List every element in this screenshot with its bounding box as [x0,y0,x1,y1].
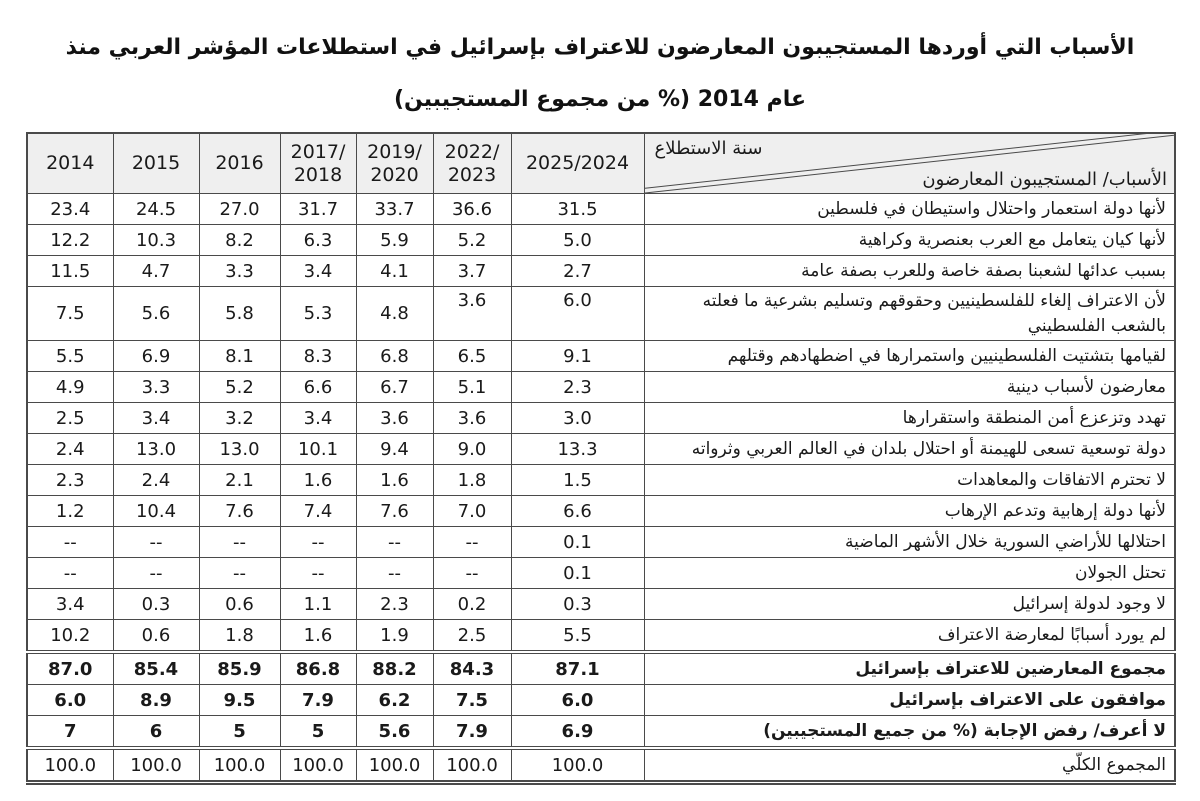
value-cell: 6.7 [356,372,433,403]
value-cell: 5.9 [356,225,433,256]
value-cell: 3.6 [356,403,433,434]
reason-cell: تهدد وتزعزع أمن المنطقة واستقرارها [644,403,1175,434]
value-cell: 2.1 [199,465,280,496]
value-cell: 4.9 [27,372,113,403]
value-cell: 36.6 [433,194,511,225]
value-cell: 5.1 [433,372,511,403]
table-row [27,465,1175,496]
value-cell: 7.5 [27,287,113,341]
page-title [0,0,1200,118]
reason-cell: المجموع الكلّي [644,748,1175,783]
reason-cell: مجموع المعارضين للاعتراف بإسرائيل [644,652,1175,685]
value-cell: 11.5 [27,256,113,287]
table-row [27,685,1175,716]
value-cell: 0.6 [113,620,199,653]
year-header [356,133,433,194]
value-cell: 2.3 [511,372,644,403]
value-cell: 1.5 [511,465,644,496]
value-cell: -- [280,527,356,558]
value-cell: 3.6 [433,403,511,434]
value-cell: 8.9 [113,685,199,716]
value-cell: 1.6 [280,465,356,496]
value-cell: -- [356,527,433,558]
value-cell: 7 [27,716,113,749]
table-row [27,589,1175,620]
value-cell: 88.2 [356,652,433,685]
value-cell: 9.0 [433,434,511,465]
reason-cell: موافقون على الاعتراف بإسرائيل [644,685,1175,716]
value-cell: 9.5 [199,685,280,716]
reason-cell: بسبب عدائها لشعبنا بصفة خاصة وللعرب بصفة عامة [644,256,1175,287]
value-cell: -- [433,527,511,558]
value-cell: 7.9 [280,685,356,716]
value-cell: -- [433,558,511,589]
value-cell: 31.7 [280,194,356,225]
value-cell: 5.6 [356,716,433,749]
value-cell: 1.2 [27,496,113,527]
value-cell: 5.5 [27,341,113,372]
value-cell: 6.2 [356,685,433,716]
value-cell: 100.0 [511,748,644,783]
year-label: 2025/2024 [525,152,630,175]
value-cell: 5.2 [199,372,280,403]
value-cell: 85.9 [199,652,280,685]
value-cell: 3.4 [280,256,356,287]
value-cell: 7.0 [433,496,511,527]
value-cell: 0.3 [511,589,644,620]
value-cell: 0.2 [433,589,511,620]
value-cell: 6.5 [433,341,511,372]
value-cell: 4.8 [356,287,433,341]
reason-cell: تحتل الجولان [644,558,1175,589]
year-header [27,133,113,194]
title-line-2: عام 2014 (% من مجموع المستجيبين) [393,87,807,112]
year-label: 2018 [293,163,343,186]
reason-cell: لا تحترم الاتفاقات والمعاهدات [644,465,1175,496]
value-cell: 5.2 [433,225,511,256]
value-cell: 10.2 [27,620,113,653]
year-header [511,133,644,194]
year-label: 2016 [215,152,264,175]
reason-cell: لأنها كيان يتعامل مع العرب بعنصرية وكراهية [644,225,1175,256]
value-cell: 5 [280,716,356,749]
value-cell: 1.8 [199,620,280,653]
year-header [199,133,280,194]
value-cell: 3.4 [113,403,199,434]
value-cell: 7.4 [280,496,356,527]
value-cell: 1.6 [280,620,356,653]
year-label: /2017 [290,141,346,164]
table-row [27,225,1175,256]
value-cell: 2.5 [433,620,511,653]
value-cell: 13.3 [511,434,644,465]
value-cell: 3.3 [199,256,280,287]
reason-cell: لقيامها بتشتيت الفلسطينيين واستمرارها في اضطهادهم وقتلهم [644,341,1175,372]
table-row [27,403,1175,434]
value-cell: 0.6 [199,589,280,620]
table-row [27,496,1175,527]
value-cell: 10.4 [113,496,199,527]
year-label: /2022 [444,141,500,164]
reason-cell: لا أعرف/ رفض الإجابة (% من جميع المستجيبين) [644,716,1175,749]
reason-cell: دولة توسعية تسعى للهيمنة أو احتلال بلدان في العالم العربي وثرواته [644,434,1175,465]
year-header [113,133,199,194]
value-cell: -- [356,558,433,589]
value-cell: 100.0 [27,748,113,783]
value-cell: -- [280,558,356,589]
year-label: 2014 [46,152,95,175]
value-cell: 5.8 [199,287,280,341]
value-cell: 100.0 [113,748,199,783]
value-cell: -- [199,558,280,589]
value-cell: 2.7 [511,256,644,287]
corner-top-label: سنة الاستطلاع [654,138,763,159]
value-cell: 8.2 [199,225,280,256]
table-row [27,434,1175,465]
value-cell: 8.3 [280,341,356,372]
value-cell: 6.0 [511,685,644,716]
value-cell: 9.1 [511,341,644,372]
table-row [27,256,1175,287]
survey-results-table [26,132,1176,785]
value-cell: 3.7 [433,256,511,287]
value-cell: 0.3 [113,589,199,620]
value-cell: 85.4 [113,652,199,685]
value-cell: 7.6 [356,496,433,527]
reason-cell: لأنها دولة استعمار واحتلال واستيطان في فلسطين [644,194,1175,225]
value-cell: 87.1 [511,652,644,685]
value-cell: 6.6 [280,372,356,403]
value-cell: 3.6 [433,287,511,341]
value-cell: 6.6 [511,496,644,527]
value-cell: 0.1 [511,527,644,558]
value-cell: 3.4 [27,589,113,620]
value-cell: 3.3 [113,372,199,403]
value-cell: 87.0 [27,652,113,685]
value-cell: 6.9 [113,341,199,372]
reason-cell: لأن الاعتراف إلغاء للفلسطينيين وحقوقهم وتسليم بشرعية ما فعلته بالشعب الفلسطيني [644,287,1175,341]
table-row [27,372,1175,403]
value-cell: -- [27,558,113,589]
value-cell: 7.5 [433,685,511,716]
value-cell: 2.5 [27,403,113,434]
value-cell: 6.9 [511,716,644,749]
value-cell: 100.0 [280,748,356,783]
value-cell: 100.0 [433,748,511,783]
reason-cell: معارضون لأسباب دينية [644,372,1175,403]
value-cell: 8.1 [199,341,280,372]
title-line-1: الأسباب التي أوردها المستجيبون المعارضون للاعتراف بإسرائيل في استطلاعات المؤشر العربي منذ [65,35,1135,60]
table-row [27,620,1175,653]
value-cell: 5.3 [280,287,356,341]
value-cell: 6.3 [280,225,356,256]
value-cell: 2.3 [27,465,113,496]
table-row [27,652,1175,685]
value-cell: 12.2 [27,225,113,256]
table-row [27,716,1175,749]
reason-cell: لأنها دولة إرهابية وتدعم الإرهاب [644,496,1175,527]
value-cell: 7.6 [199,496,280,527]
year-header [280,133,356,194]
value-cell: -- [113,558,199,589]
table-row [27,194,1175,225]
value-cell: 9.4 [356,434,433,465]
value-cell: 1.9 [356,620,433,653]
corner-bottom-label: الأسباب/ المستجيبون المعارضون [922,168,1167,190]
value-cell: 4.7 [113,256,199,287]
table-row [27,558,1175,589]
value-cell: 6 [113,716,199,749]
year-label: 2023 [447,163,497,186]
value-cell: 86.8 [280,652,356,685]
value-cell: 5.5 [511,620,644,653]
value-cell: 13.0 [199,434,280,465]
value-cell: 3.0 [511,403,644,434]
value-cell: 10.3 [113,225,199,256]
value-cell: 6.0 [27,685,113,716]
value-cell: -- [199,527,280,558]
table-row [27,748,1175,783]
value-cell: 3.2 [199,403,280,434]
value-cell: 24.5 [113,194,199,225]
value-cell: 1.6 [356,465,433,496]
value-cell: 5.0 [511,225,644,256]
reason-cell: لا وجود لدولة إسرائيل [644,589,1175,620]
value-cell: 2.4 [113,465,199,496]
value-cell: 3.4 [280,403,356,434]
value-cell: 1.1 [280,589,356,620]
table-row [27,341,1175,372]
table-row [27,527,1175,558]
value-cell: 0.1 [511,558,644,589]
value-cell: 31.5 [511,194,644,225]
year-label: 2020 [370,163,419,186]
value-cell: 2.3 [356,589,433,620]
reason-cell: لم يورد أسبابًا لمعارضة الاعتراف [644,620,1175,653]
value-cell: -- [27,527,113,558]
value-cell: 6.8 [356,341,433,372]
value-cell: 23.4 [27,194,113,225]
value-cell: 7.9 [433,716,511,749]
value-cell: -- [113,527,199,558]
value-cell: 2.4 [27,434,113,465]
value-cell: 6.0 [511,287,644,341]
year-label: /2019 [367,141,422,164]
value-cell: 33.7 [356,194,433,225]
value-cell: 13.0 [113,434,199,465]
value-cell: 4.1 [356,256,433,287]
table-row [27,287,1175,341]
table-corner-cell [644,133,1175,194]
value-cell: 84.3 [433,652,511,685]
table-header-row [27,133,1175,194]
value-cell: 100.0 [356,748,433,783]
value-cell: 100.0 [199,748,280,783]
value-cell: 5.6 [113,287,199,341]
value-cell: 27.0 [199,194,280,225]
year-header [433,133,511,194]
value-cell: 10.1 [280,434,356,465]
reason-cell: احتلالها للأراضي السورية خلال الأشهر الماضية [644,527,1175,558]
value-cell: 1.8 [433,465,511,496]
year-label: 2015 [131,152,181,175]
value-cell: 5 [199,716,280,749]
